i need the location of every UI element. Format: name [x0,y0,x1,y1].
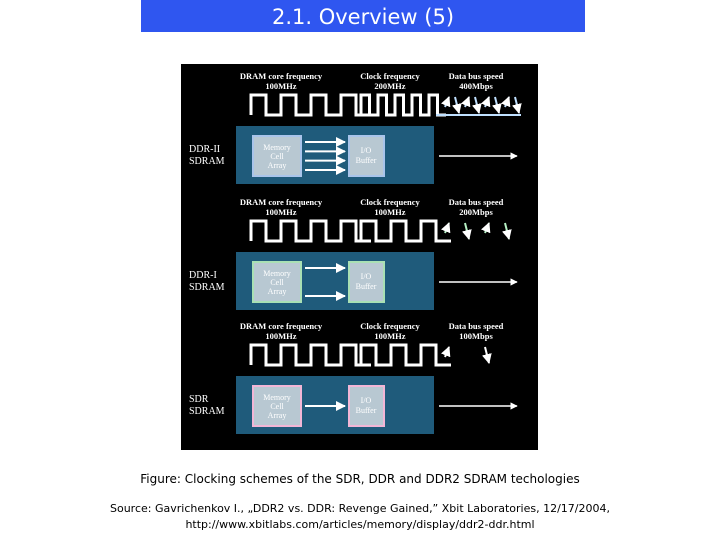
section-ddr2-memory-label-2: Cell [270,152,284,161]
section-sdr-io-label: I/O [360,396,372,405]
figure-source [0,501,720,533]
section-ddr1-bus-transfer-arrow [465,223,469,239]
section-ddr2-clock-freq-label: Clock frequency [360,71,420,81]
figure-caption: Figure: Clocking schemes of the SDR, DDR and DDR2 SDRAM techologies [140,472,580,486]
section-ddr1-clock-freq-label: Clock frequency [360,197,420,207]
section-ddr2-clock-freq-value: 200MHz [374,81,406,91]
section-sdr-clock-freq-value: 100MHz [374,331,406,341]
section-ddr1-memory-label: Memory [263,269,291,278]
section-ddr1-io-label: I/O [360,272,372,281]
section-sdr-type-label: SDR [189,394,209,405]
section-ddr1-type-sublabel: SDRAM [189,282,225,293]
section-ddr2-bus-transfer-arrow [505,97,509,107]
section-ddr2-bus-transfer-arrow [445,97,449,107]
section-sdr-bus-transfer-arrow [445,347,449,357]
section-sdr-memory-label-2: Cell [270,402,284,411]
section-sdr-io-label-2: Buffer [355,406,377,415]
section-ddr2-io-clock-wave [361,95,446,115]
slide-title: 2.1. Overview (5) [141,0,585,32]
section-ddr1-core-freq-label: DRAM core frequency [239,197,323,207]
section-sdr-bus-speed-value: 100Mbps [459,331,493,341]
section-ddr1-memory-label-2: Cell [270,278,284,287]
section-ddr2-io-label: I/O [360,146,372,155]
section-ddr2-bus-transfer-arrow [485,97,489,107]
section-ddr2-memory-label-3: Array [267,161,287,170]
section-ddr2-memory-label: Memory [263,143,291,152]
section-sdr-core-freq-value: 100MHz [265,331,297,341]
source-url[interactable]: http://www.xbitlabs.com/articles/memory/display/ddr2-ddr.html [185,518,535,531]
section-ddr2-type-label: DDR-II [189,144,221,155]
section-ddr2-bus-speed-value: 400Mbps [459,81,493,91]
source-citation: Source: Gavrichenkov I., „DDR2 vs. DDR: Revenge Gained,” Xbit Laboratories, 12/17/2004, [110,502,610,515]
section-ddr2-io-label-2: Buffer [355,156,377,165]
section-ddr1-memory-label-3: Array [267,287,287,296]
clocking-diagram [181,64,538,450]
section-sdr-memory-label: Memory [263,393,291,402]
section-ddr2-bus-transfer-arrow [515,97,519,113]
section-ddr1-bus-speed-value: 200Mbps [459,207,493,217]
section-ddr2-bus-transfer-arrow [455,97,459,113]
section-sdr-clock-freq-label: Clock frequency [360,321,420,331]
clocking-diagram-svg [181,64,538,450]
section-ddr1-io-label-2: Buffer [355,282,377,291]
section-ddr1-bus-transfer-arrow [445,223,449,233]
section-sdr-io-clock-wave [361,345,451,365]
section-ddr2-core-freq-value: 100MHz [265,81,297,91]
section-ddr2-bus-transfer-arrow [495,97,499,113]
section-sdr-core-clock-wave [251,345,371,365]
section-sdr-type-sublabel: SDRAM [189,406,225,417]
section-ddr2-core-freq-label: DRAM core frequency [239,71,323,81]
section-ddr1-bus-transfer-arrow [485,223,489,233]
section-ddr1-core-freq-value: 100MHz [265,207,297,217]
section-ddr2-core-clock-wave [251,95,371,115]
section-sdr-core-freq-label: DRAM core frequency [239,321,323,331]
section-ddr2-type-sublabel: SDRAM [189,156,225,167]
section-ddr2-bus-speed-label: Data bus speed [448,71,504,81]
section-ddr1-bus-speed-label: Data bus speed [448,197,504,207]
section-ddr1-bus-transfer-arrow [505,223,509,239]
section-ddr1-type-label: DDR-I [189,270,217,281]
section-ddr1-core-clock-wave [251,221,371,241]
section-ddr1-clock-freq-value: 100MHz [374,207,406,217]
section-ddr1-io-clock-wave [361,221,451,241]
section-sdr-bus-transfer-arrow [485,347,489,363]
section-ddr2-bus-transfer-arrow [475,97,479,113]
section-sdr-memory-label-3: Array [267,411,287,420]
section-ddr2-bus-transfer-arrow [465,97,469,107]
section-sdr-bus-speed-label: Data bus speed [448,321,504,331]
